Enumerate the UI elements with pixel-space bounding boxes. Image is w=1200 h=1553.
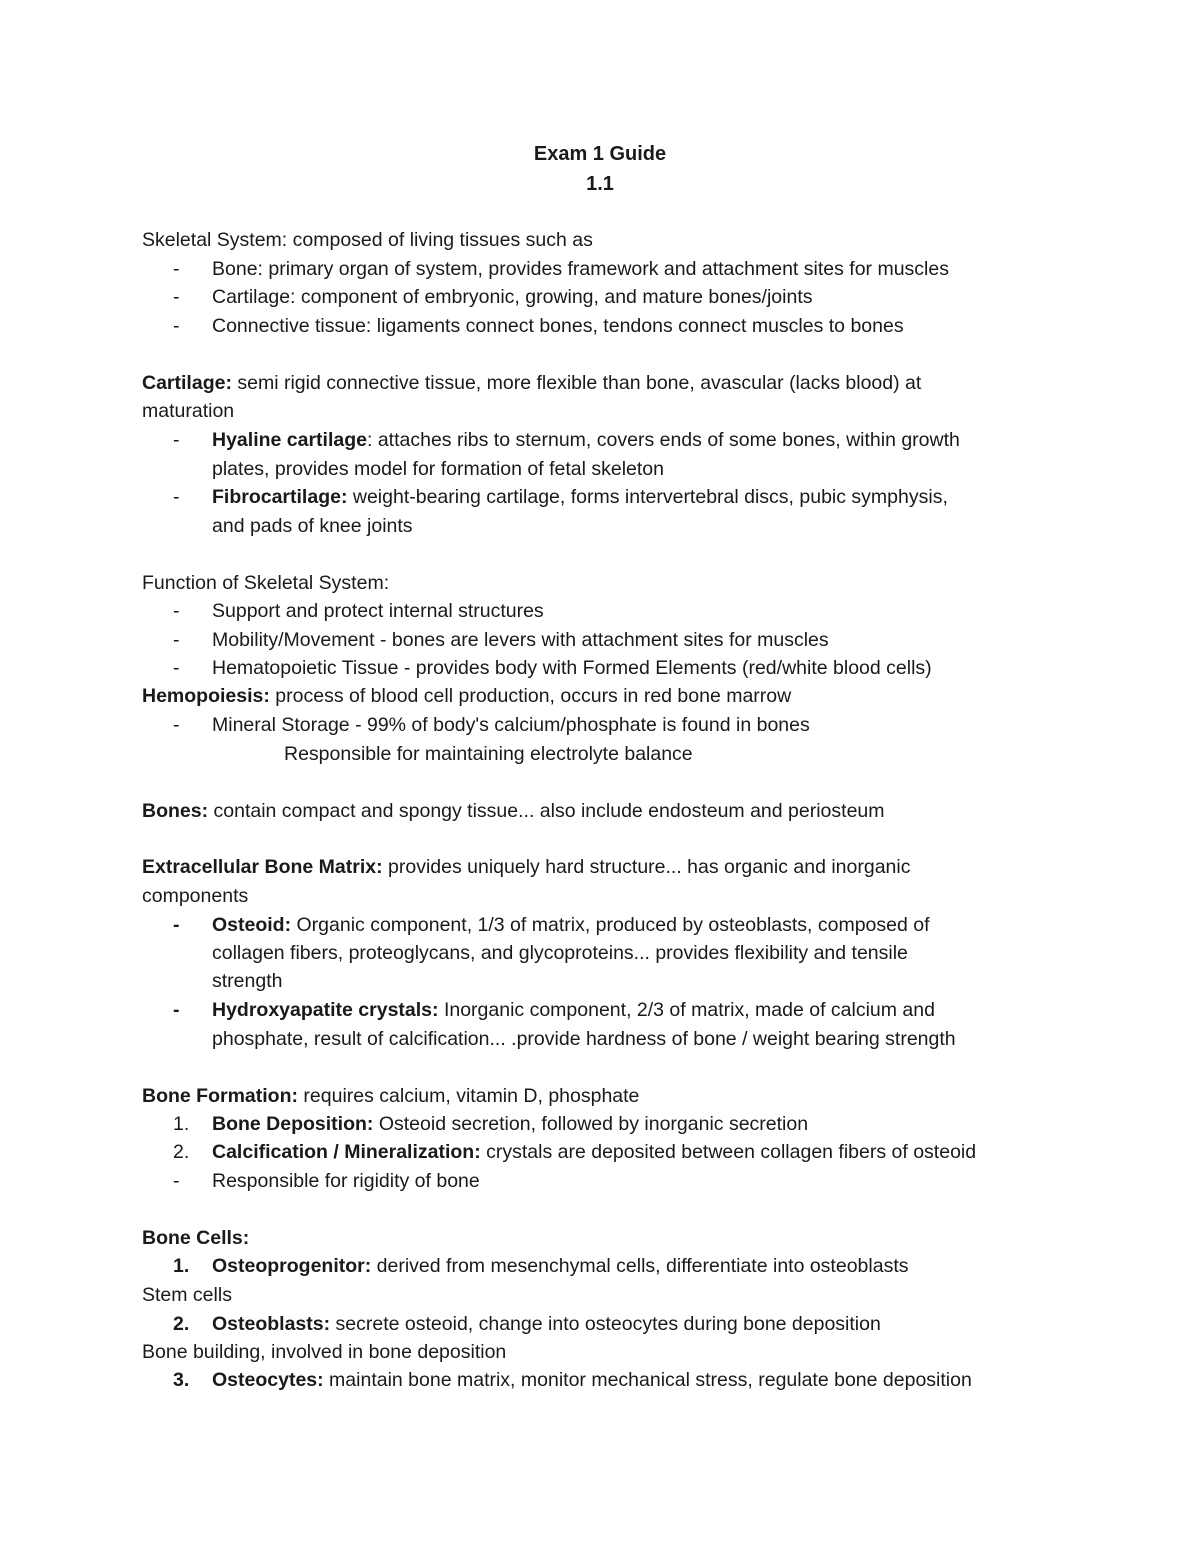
list-item: Cartilage: component of embryonic, growing, and mature bones/joints	[212, 286, 813, 308]
section-number: 1.1	[586, 173, 614, 195]
list-item: Mobility/Movement - bones are levers with attachment sites for muscles	[212, 629, 829, 651]
matrix-definition-cont: components	[142, 885, 249, 907]
bullet-dash: -	[173, 629, 180, 651]
hemopoiesis-definition	[142, 682, 791, 710]
list-item: Mineral Storage - 99% of body's calcium/phosphate is found in bones	[212, 714, 810, 736]
hydroxyapatite-item-cont: phosphate, result of calcification... .provide hardness of bone / weight bearing strength	[212, 1028, 956, 1050]
deposition-item	[212, 1110, 808, 1138]
definition: weight-bearing cartilage, forms intervertebral discs, pubic symphysis,	[347, 486, 948, 508]
cartilage-definition	[142, 369, 921, 397]
bone-cells-heading: Bone Cells:	[142, 1227, 250, 1249]
term: Bones:	[142, 800, 209, 822]
osteoid-item-cont: collagen fibers, proteoglycans, and glycoproteins... provides flexibility and tensile	[212, 942, 908, 964]
bullet-dash: -	[173, 429, 180, 451]
list-item: Connective tissue: ligaments connect bones, tendons connect muscles to bones	[212, 315, 904, 337]
hyaline-item-cont: plates, provides model for formation of fetal skeleton	[212, 458, 664, 480]
term: Osteocytes:	[212, 1369, 324, 1391]
osteoid-item-cont: strength	[212, 970, 283, 992]
fibro-item-cont: and pads of knee joints	[212, 515, 413, 537]
matrix-definition	[142, 853, 910, 881]
bullet-dash: -	[173, 1170, 180, 1192]
note: Stem cells	[142, 1284, 232, 1306]
list-item: Support and protect internal structures	[212, 600, 544, 622]
list-number: 1.	[173, 1255, 190, 1277]
list-number: 2.	[173, 1141, 190, 1163]
term: Extracellular Bone Matrix:	[142, 856, 383, 878]
hyaline-item	[212, 426, 960, 454]
cartilage-definition-cont: maturation	[142, 400, 235, 422]
list-number: 3.	[173, 1369, 190, 1391]
bullet-dash: -	[173, 999, 180, 1021]
function-heading: Function of Skeletal System:	[142, 572, 390, 594]
document-title: Exam 1 Guide	[533, 143, 667, 165]
hydroxyapatite-item	[212, 996, 935, 1024]
bullet-dash: -	[173, 714, 180, 736]
fibro-item	[212, 483, 948, 511]
osteoprogenitor-item	[212, 1252, 908, 1280]
term: Osteoid:	[212, 914, 292, 936]
osteoblasts-item	[212, 1310, 881, 1338]
bullet-dash: -	[173, 258, 180, 280]
term: Hemopoiesis:	[142, 685, 270, 707]
bullet-dash: -	[173, 914, 180, 936]
indented-note: Responsible for maintaining electrolyte balance	[284, 743, 693, 765]
term: Bone Deposition:	[212, 1113, 374, 1135]
list-number: 2.	[173, 1313, 190, 1335]
term: Calcification / Mineralization:	[212, 1141, 481, 1163]
list-item: Bone: primary organ of system, provides framework and attachment sites for muscles	[212, 258, 949, 280]
term: Osteoprogenitor:	[212, 1255, 372, 1277]
skeletal-intro: Skeletal System: composed of living tissues such as	[142, 229, 593, 251]
definition: Osteoid secretion, followed by inorganic secretion	[373, 1113, 809, 1135]
list-number: 1.	[173, 1113, 190, 1135]
bullet-dash: -	[173, 600, 180, 622]
formation-definition	[142, 1082, 639, 1110]
term: Hydroxyapatite crystals:	[212, 999, 439, 1021]
definition: requires calcium, vitamin D, phosphate	[298, 1085, 640, 1107]
definition: maintain bone matrix, monitor mechanical stress, regulate bone deposition	[323, 1369, 972, 1391]
definition: : attaches ribs to sternum, covers ends of some bones, within growth	[367, 429, 960, 451]
bullet-dash: -	[173, 486, 180, 508]
term: Hyaline cartilage	[212, 429, 367, 451]
definition: Organic component, 1/3 of matrix, produced by osteoblasts, composed of	[291, 914, 930, 936]
definition: secrete osteoid, change into osteocytes during bone deposition	[330, 1313, 881, 1335]
definition: process of blood cell production, occurs in red bone marrow	[269, 685, 792, 707]
definition: crystals are deposited between collagen fibers of osteoid	[480, 1141, 977, 1163]
osteocytes-item	[212, 1366, 972, 1394]
definition: Inorganic component, 2/3 of matrix, made of calcium and	[438, 999, 935, 1021]
note: Bone building, involved in bone deposition	[142, 1341, 507, 1363]
definition: derived from mesenchymal cells, differentiate into osteoblasts	[371, 1255, 909, 1277]
bullet-dash: -	[173, 315, 180, 337]
term: Bone Formation:	[142, 1085, 298, 1107]
bones-definition	[142, 797, 885, 825]
definition: semi rigid connective tissue, more flexible than bone, avascular (lacks blood) at	[231, 372, 922, 394]
term: Fibrocartilage:	[212, 486, 348, 508]
list-item: Responsible for rigidity of bone	[212, 1170, 480, 1192]
list-item: Hematopoietic Tissue - provides body with Formed Elements (red/white blood cells)	[212, 657, 932, 679]
definition: contain compact and spongy tissue... also include endosteum and periosteum	[208, 800, 885, 822]
definition: provides uniquely hard structure... has organic and inorganic	[382, 856, 911, 878]
bullet-dash: -	[173, 286, 180, 308]
calcification-item	[212, 1138, 976, 1166]
osteoid-item	[212, 911, 930, 939]
term: Cartilage:	[142, 372, 232, 394]
bullet-dash: -	[173, 657, 180, 679]
term: Osteoblasts:	[212, 1313, 331, 1335]
